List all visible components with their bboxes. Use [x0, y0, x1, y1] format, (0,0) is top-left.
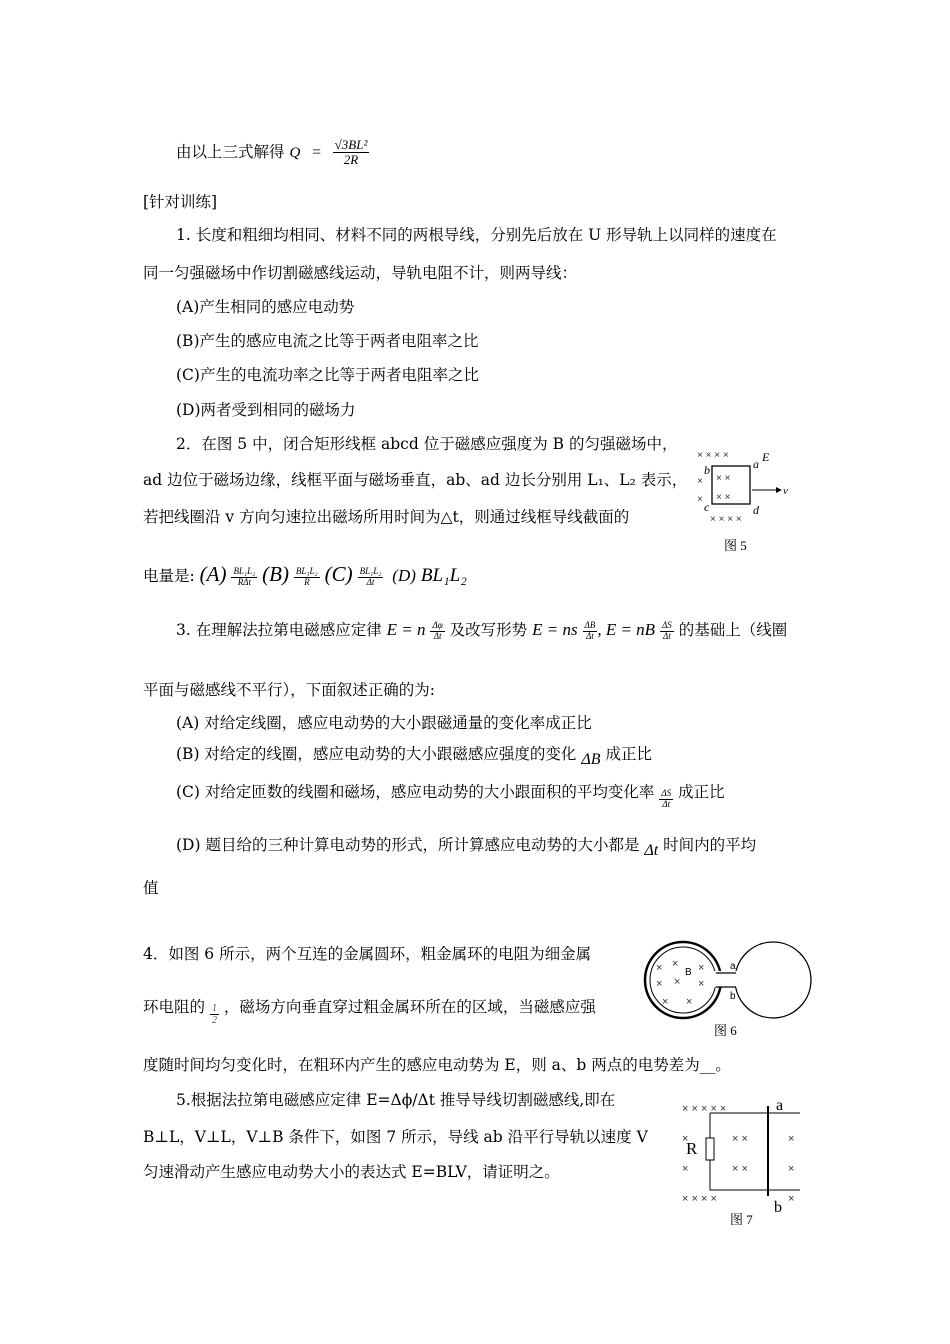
q3-f3-num: ΔS — [662, 619, 672, 630]
svg-text:× ×: × × — [732, 1163, 748, 1175]
q2-opt-b-den: R — [304, 576, 310, 587]
svg-text:×: × — [788, 1163, 795, 1175]
intro-num: √3BL² — [334, 137, 368, 152]
q4-line1: 4．如图 6 所示，两个互连的金属圆环，粗金属环的电阻为细金属 — [143, 945, 592, 963]
q3-option-c-frac — [659, 789, 673, 810]
q2-line1: 2．在图 5 中，闭合矩形线框 abcd 位于磁感应强度为 B 的匀强磁场中， — [176, 435, 678, 453]
q3-option-d-sym: Δt — [644, 842, 659, 859]
q3-option-c-den: Δt — [662, 798, 671, 809]
svg-text:×: × — [788, 1133, 795, 1145]
q5-line2: B⊥L，V⊥L，V⊥B 条件下，如图 7 所示，导线 ab 沿平行导轨以速度 V — [143, 1128, 648, 1146]
svg-text:×: × — [674, 976, 681, 988]
q3-line2: 平面与磁感线不平行），下面叙述正确的为: — [143, 681, 435, 699]
q1-option-d: (D)两者受到相同的磁场力 — [176, 401, 356, 419]
figure-5 — [690, 444, 790, 556]
q4-frac-num: 1 — [211, 1002, 217, 1014]
q3-f3-lhs: , E = nB — [597, 620, 656, 639]
q4-line2-pre: 环电阻的 — [143, 998, 206, 1016]
q3-option-b — [176, 742, 652, 768]
q3-option-c-num: ΔS — [661, 787, 672, 798]
q3-f1-frac — [430, 621, 444, 642]
q2-opt-a-tag: (A) — [199, 562, 227, 586]
q2-line2: ad 边位于磁场边缘，线框平面与磁场垂直，ab、ad 边长分别用 L₁、L₂ 表示， — [143, 471, 688, 489]
q5-line3: 匀速滑动产生感应电动势大小的表达式 E=BLV，请证明之。 — [143, 1163, 560, 1181]
q2-opt-a-frac — [231, 567, 257, 588]
fig5-caption: 图 5 — [724, 538, 747, 553]
q3-line1-a: 3. 在理解法拉第电磁感应定律 — [176, 621, 382, 639]
q2-answer-line — [143, 562, 467, 587]
intro-den: 2R — [343, 152, 359, 168]
q3-f3-den: Δt — [663, 630, 671, 641]
q4-line3-end: 。 — [715, 1056, 731, 1074]
fig6-label-B: B — [685, 967, 692, 978]
q3-option-b-text: (B) 对给定的线圈，感应电动势的大小跟磁感应强度的变化 — [176, 745, 577, 763]
q3-option-d-end: 时间内的平均 — [663, 836, 757, 854]
q4-line2-post: ，磁场方向垂直穿过粗金属环所在的区域，当磁感应强 — [223, 998, 596, 1016]
q2-opt-c-frac — [358, 567, 384, 588]
q3-option-d-line2: 值 — [143, 879, 159, 897]
q3-option-b-end: 成正比 — [605, 745, 652, 763]
equals-sign: = — [311, 143, 322, 161]
svg-text:× × × ×: × × × × — [710, 514, 742, 525]
svg-text:×: × — [697, 494, 703, 505]
q3-f1-lhs: E = n — [386, 620, 426, 639]
q2-answer-label: 电量是: — [143, 567, 195, 585]
q4-line2-frac — [210, 1003, 219, 1026]
svg-text:×: × — [686, 996, 693, 1008]
svg-text:× ×: × × — [716, 492, 731, 503]
q3-option-c-end: 成正比 — [678, 783, 725, 801]
svg-text:×: × — [656, 978, 663, 990]
q2-opt-d-text: BL₁L₂ — [420, 565, 467, 586]
intro-text: 由以上三式解得 — [176, 142, 285, 161]
fig7-caption: 图 7 — [730, 1212, 753, 1227]
q3-f2-frac — [583, 621, 598, 642]
q2-opt-d-tag: (D) — [392, 566, 416, 585]
fig7-label-R: R — [686, 1139, 698, 1158]
q4-line2 — [143, 995, 596, 1026]
fig5-label-a: a — [753, 457, 759, 471]
fig5-label-E: E — [762, 450, 770, 464]
q4-frac-den: 2 — [211, 1014, 217, 1026]
q2-line3: 若把线圈沿 v 方向匀速拉出磁场所用时间为△t，则通过线框导线截面的 — [143, 508, 630, 526]
q2-opt-c-num: BL₁L₂ — [359, 565, 382, 576]
q3-option-d — [176, 833, 757, 859]
q3-f3-frac — [660, 621, 674, 642]
figure-7 — [676, 1092, 816, 1228]
fig7-label-a: a — [776, 1097, 784, 1114]
svg-text:×: × — [697, 476, 703, 487]
q3-option-c-text: (C) 对给定匝数的线圈和磁场，感应电动势的大小跟面积的平均变化率 — [176, 783, 655, 801]
q3-f2-den: Δt — [586, 630, 594, 641]
svg-text:×: × — [788, 1193, 795, 1205]
q2-opt-c-tag: (C) — [324, 562, 353, 586]
svg-text:× × × × ×: × × × × × — [682, 1103, 727, 1115]
section-title: [针对训练] — [143, 193, 218, 211]
fig5-label-b: b — [704, 463, 710, 477]
q2-opt-c-den: Δt — [366, 576, 375, 587]
svg-text:×: × — [698, 962, 705, 974]
svg-text:× × × ×: × × × × — [682, 1193, 717, 1205]
fig5-label-d: d — [753, 503, 759, 517]
q4-line3-text: 度随时间均匀变化时，在粗环内产生的感应电动势为 E，则 a、b 两点的电势差为 — [143, 1056, 700, 1074]
q3-option-d-text: (D) 题目给的三种计算电动势的形式，所计算感应电动势的大小都是 — [176, 836, 640, 854]
q1-option-a: (A)产生相同的感应电动势 — [176, 298, 355, 316]
q1-stem-line1: 1. 长度和粗细均相同、材料不同的两根导线，分别先后放在 U 形导轨上以同样的速度在 — [176, 226, 777, 244]
q4-line3 — [143, 1053, 731, 1075]
figure-7-drawing — [676, 1092, 816, 1228]
q3-f2-num: ΔB — [584, 619, 596, 630]
q3-line1 — [176, 618, 787, 641]
figure-5-drawing — [690, 444, 790, 556]
figure-6-drawing — [640, 935, 820, 1047]
q3-line1-c: 的基础上（线圈 — [678, 621, 788, 639]
intro-line — [176, 138, 369, 168]
svg-text:× × × ×: × × × × — [697, 450, 729, 461]
fig5-label-c: c — [704, 500, 710, 514]
q2-opt-b-tag: (B) — [262, 562, 289, 586]
q2-opt-b-frac — [294, 567, 320, 588]
intro-fraction — [333, 138, 370, 168]
q2-opt-a-num: BL₁L₂ — [233, 565, 256, 576]
svg-text:×: × — [682, 1163, 689, 1175]
q1-option-b: (B)产生的感应电流之比等于两者电阻率之比 — [176, 332, 479, 350]
fig6-label-b: b — [730, 991, 736, 1002]
q3-option-a: (A) 对给定线圈，感应电动势的大小跟磁通量的变化率成正比 — [176, 714, 592, 732]
svg-text:×: × — [682, 1133, 689, 1145]
svg-text:× ×: × × — [716, 473, 731, 484]
q1-stem-line2: 同一匀强磁场中作切割磁感线运动，导轨电阻不计，则两导线： — [143, 264, 578, 282]
svg-text:×: × — [698, 978, 705, 990]
svg-text:×: × — [672, 958, 679, 970]
svg-text:× ×: × × — [732, 1133, 748, 1145]
q1-option-c: (C)产生的电流功率之比等于两者电阻率之比 — [176, 366, 479, 384]
fig7-label-b: b — [774, 1199, 782, 1216]
svg-text:×: × — [656, 962, 663, 974]
intro-lhs: Q — [289, 144, 301, 161]
fig6-label-a: a — [730, 961, 736, 972]
q4-blank: __ — [699, 1056, 716, 1074]
fig5-label-v: v — [783, 485, 788, 497]
q2-opt-b-num: BL₁L₂ — [295, 565, 318, 576]
q3-f1-den: Δt — [433, 630, 442, 641]
q2-opt-a-den: RΔt — [237, 576, 251, 587]
svg-text:×: × — [662, 996, 669, 1008]
q3-f2-lhs: E = ns — [532, 620, 578, 639]
q3-option-b-sym: ΔB — [581, 751, 601, 768]
q5-line1: 5.根据法拉第电磁感应定律 E=Δϕ/Δt 推导导线切割磁感线,即在 — [176, 1091, 616, 1109]
q3-line1-b: 及改写形势 — [449, 621, 528, 639]
q3-f1-num: Δφ — [432, 619, 443, 630]
fig6-caption: 图 6 — [714, 1023, 737, 1038]
figure-6 — [640, 935, 820, 1047]
